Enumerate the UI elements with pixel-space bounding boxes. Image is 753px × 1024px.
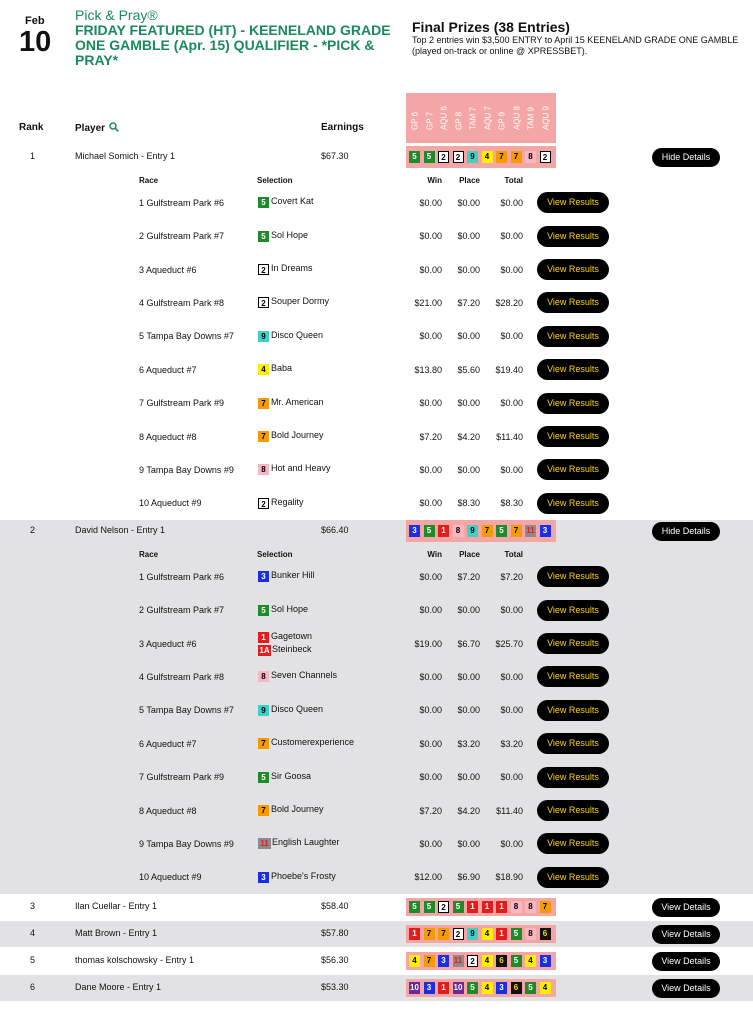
selection-horse: Bold Journey (271, 804, 324, 814)
detail-win: $7.20 (419, 431, 442, 442)
detail-total: $0.00 (500, 464, 523, 475)
selection-horse: Customerexperience (271, 737, 355, 748)
detail-total: $0.00 (500, 398, 523, 409)
detail-selection-header: Selection (257, 176, 293, 185)
earnings-value: $53.30 (321, 982, 349, 992)
detail-win: $0.00 (419, 331, 442, 342)
rank-value: 5 (30, 955, 36, 965)
detail-total: $0.00 (500, 197, 523, 208)
pick-chip: 3 (540, 955, 551, 967)
selection-horse: Covert Kat (271, 196, 314, 207)
player-name[interactable]: Dane Moore - Entry 1 (75, 982, 162, 992)
event-title: FRIDAY FEATURED (HT) - KEENELAND GRADE ONE GAMBLE (Apr. 15) QUALIFIER - *PICK & PRAY* (75, 22, 391, 68)
pick-chip: 7 (482, 525, 493, 537)
pick-chip: 5 (453, 901, 464, 913)
rank-value: 1 (30, 151, 36, 161)
player-block (0, 520, 753, 894)
prizes-description: Top 2 entries win $3,500 ENTRY to April 15 KEENELAND GRADE ONE GAMBLE (played on-track or online @ XPRESSBET). (412, 35, 739, 56)
selection-horse: Disco Queen (271, 703, 324, 714)
view-results-button[interactable]: View Results (537, 800, 609, 821)
race-header-label: TAM 7 (468, 107, 478, 130)
pick-chip: 9 (467, 525, 478, 537)
detail-race: 7 Gulfstream Park #9 (139, 398, 225, 409)
pick-chip: 2 (438, 151, 449, 163)
race-header-label: GP 8 (454, 111, 463, 130)
detail-place: $0.00 (457, 197, 480, 208)
picks-strip (406, 979, 556, 997)
detail-place: $0.00 (457, 231, 480, 242)
selection-number: 9 (258, 331, 269, 342)
pick-chip: 4 (482, 982, 493, 994)
detail-win: $0.00 (419, 197, 442, 208)
detail-win: $0.00 (419, 705, 442, 716)
detail-total: $0.00 (500, 231, 523, 242)
view-results-button[interactable]: View Results (537, 733, 609, 754)
date-day: 10 (19, 26, 52, 58)
detail-win: $12.00 (414, 872, 442, 883)
selection-number: 9 (258, 705, 269, 716)
detail-race: 10 Aqueduct #9 (139, 498, 202, 509)
view-results-button[interactable]: View Results (537, 459, 609, 480)
detail-win: $0.00 (419, 231, 442, 242)
race-header-1 (408, 95, 422, 139)
pick-chip: 5 (496, 525, 507, 537)
pick-chip: 4 (525, 955, 536, 967)
pick-chip: 3 (409, 525, 420, 537)
detail-win: $0.00 (419, 772, 442, 783)
view-results-button[interactable]: View Results (537, 767, 609, 788)
selection-number: 11 (258, 838, 271, 849)
detail-win: $0.00 (419, 838, 442, 849)
detail-win: $0.00 (419, 671, 442, 682)
race-header-label: AQU 6 (439, 105, 449, 130)
detail-race: 8 Aqueduct #8 (139, 431, 197, 442)
detail-total-header: Total (504, 550, 523, 559)
pick-chip: 5 (409, 151, 420, 163)
selection-number: 7 (258, 738, 269, 749)
selection-number: 3 (258, 571, 269, 582)
detail-place: $0.00 (457, 264, 480, 275)
detail-selection-header: Selection (257, 550, 293, 559)
detail-place: $0.00 (457, 464, 480, 475)
view-results-button[interactable]: View Results (537, 700, 609, 721)
pick-chip: 5 (424, 525, 435, 537)
detail-place: $8.30 (457, 498, 480, 509)
view-results-button[interactable]: View Results (537, 226, 609, 247)
picks-strip (406, 898, 556, 916)
selection-number: 2 (258, 264, 269, 275)
detail-total: $3.20 (500, 738, 523, 749)
hide-details-button[interactable]: Hide Details (652, 522, 720, 541)
pick-chip: 3 (540, 525, 551, 537)
selection-horse: Hot and Heavy (271, 463, 331, 474)
rank-value: 2 (30, 525, 36, 535)
view-results-button[interactable]: View Results (537, 393, 609, 414)
pick-chip: 2 (453, 928, 464, 940)
earnings-value: $57.80 (321, 928, 349, 938)
pick-chip: 1 (438, 525, 449, 537)
selection-number: 3 (258, 872, 269, 883)
detail-place: $6.90 (457, 872, 480, 883)
detail-place: $0.00 (457, 605, 480, 616)
picks-strip (406, 146, 556, 168)
detail-total: $11.40 (496, 805, 523, 816)
pick-chip: 11 (526, 526, 535, 535)
earnings-value: $66.40 (321, 525, 349, 535)
pick-chip: 4 (540, 982, 551, 994)
selection-horse: Bunker Hill (271, 570, 315, 581)
hide-details-button[interactable]: Hide Details (652, 148, 720, 167)
pick-chip: 10 (410, 983, 419, 992)
selection-number: 1 (258, 632, 269, 643)
detail-win-header: Win (427, 550, 442, 559)
pick-chip: 1 (482, 901, 493, 913)
detail-total: $0.00 (500, 772, 523, 783)
race-header-10 (539, 95, 553, 139)
race-header-label: GP 9 (497, 111, 507, 130)
pick-chip: 2 (540, 151, 551, 163)
detail-race: 5 Tampa Bay Downs #7 (139, 705, 234, 716)
detail-place: $0.00 (457, 331, 480, 342)
view-results-button[interactable]: View Results (537, 493, 609, 514)
detail-race: 9 Tampa Bay Downs #9 (139, 838, 234, 849)
pick-chip: 8 (525, 928, 536, 940)
detail-win: $0.00 (419, 571, 442, 582)
detail-race: 6 Aqueduct #7 (139, 738, 197, 749)
detail-total: $7.20 (500, 571, 523, 582)
pick-chip: 7 (496, 151, 507, 163)
brand-name: Pick & Pray® (75, 7, 158, 23)
detail-place: $0.00 (457, 398, 480, 409)
detail-win: $13.80 (414, 364, 442, 375)
detail-race: 3 Aqueduct #6 (139, 264, 197, 275)
earnings-header: Earnings (321, 122, 364, 133)
detail-race: 3 Aqueduct #6 (139, 638, 197, 649)
selection-horse: Disco Queen (271, 329, 324, 340)
view-results-button[interactable]: View Results (537, 359, 609, 380)
view-details-button[interactable]: View Details (652, 925, 720, 944)
detail-place: $0.00 (457, 705, 480, 716)
player-name[interactable]: Matt Brown - Entry 1 (75, 928, 158, 938)
detail-total: $28.20 (495, 297, 523, 308)
pick-chip: 7 (424, 928, 435, 940)
pick-chip: 6 (496, 955, 507, 967)
detail-race: 6 Aqueduct #7 (139, 364, 197, 375)
view-results-button[interactable]: View Results (537, 426, 609, 447)
rank-value: 6 (30, 982, 36, 992)
detail-place: $6.70 (457, 638, 480, 649)
view-results-button[interactable]: View Results (537, 633, 609, 654)
detail-place: $4.20 (457, 805, 480, 816)
detail-race-header: Race (139, 550, 159, 559)
detail-win: $0.00 (419, 605, 442, 616)
pick-chip: 2 (467, 955, 478, 967)
race-header-label: GP 7 (425, 111, 434, 130)
pick-chip: 8 (525, 151, 536, 163)
player-name[interactable]: David Nelson - Entry 1 (75, 525, 166, 535)
detail-win: $21.00 (414, 297, 442, 308)
race-header-5 (466, 95, 480, 139)
selection-number: 5 (258, 197, 269, 208)
view-details-button[interactable]: View Details (652, 898, 720, 917)
pick-chip: 2 (438, 901, 449, 913)
detail-place-header: Place (459, 176, 480, 185)
pick-chip: 6 (540, 928, 551, 940)
detail-race-header: Race (139, 176, 159, 185)
rank-value: 4 (30, 928, 36, 938)
detail-race: 1 Gulfstream Park #6 (139, 197, 225, 208)
picks-strip (406, 520, 556, 542)
pick-chip: 3 (424, 982, 435, 994)
detail-race: 2 Gulfstream Park #7 (139, 605, 225, 616)
selection-number: 4 (258, 364, 269, 375)
date-month: Feb (25, 15, 45, 27)
detail-total: $0.00 (500, 264, 523, 275)
detail-win-header: Win (427, 176, 442, 185)
selection-horse: Sol Hope (271, 603, 309, 614)
race-header-7 (495, 95, 509, 139)
selection-horse: Regality (271, 496, 304, 507)
view-results-button[interactable]: View Results (537, 192, 609, 213)
pick-chip: 5 (467, 982, 478, 994)
pick-chip: 4 (482, 955, 493, 967)
selection-number: 7 (258, 431, 269, 442)
pick-chip: 9 (467, 928, 478, 940)
pick-chip: 7 (511, 525, 522, 537)
pick-chip: 8 (525, 901, 536, 913)
pick-chip: 7 (424, 955, 435, 967)
detail-place: $5.60 (457, 364, 480, 375)
view-results-button[interactable]: View Results (537, 292, 609, 313)
pick-chip: 9 (467, 151, 478, 163)
detail-total: $0.00 (500, 331, 523, 342)
race-header-9 (524, 95, 538, 139)
detail-place: $0.00 (457, 838, 480, 849)
race-header-label: GP 6 (410, 111, 420, 130)
earnings-value: $58.40 (321, 901, 349, 911)
race-header-2 (423, 95, 437, 139)
detail-race: 1 Gulfstream Park #6 (139, 571, 225, 582)
race-header-8 (510, 95, 524, 139)
detail-total: $0.00 (500, 605, 523, 616)
detail-total: $18.90 (495, 872, 523, 883)
player-header[interactable] (75, 122, 119, 134)
detail-place: $0.00 (457, 671, 480, 682)
view-results-button[interactable]: View Results (537, 259, 609, 280)
detail-place: $7.20 (457, 571, 480, 582)
pick-chip: 3 (496, 982, 507, 994)
race-header-label: TAM 9 (526, 107, 536, 130)
detail-total: $11.40 (496, 431, 523, 442)
race-header-4 (452, 95, 466, 139)
detail-race: 5 Tampa Bay Downs #7 (139, 331, 234, 342)
selection-number: 1A (259, 645, 270, 655)
view-results-button[interactable]: View Results (537, 833, 609, 854)
prizes-title: Final Prizes (38 Entries) (412, 19, 570, 35)
selection-horse: In Dreams (271, 263, 313, 273)
detail-place: $0.00 (457, 772, 480, 783)
selection-horse: Phoebe's Frosty (271, 870, 336, 881)
view-results-button[interactable]: View Results (537, 566, 609, 587)
detail-place: $4.20 (457, 431, 480, 442)
selection-number: 2 (258, 498, 269, 509)
pick-chip: 5 (424, 151, 435, 163)
detail-win: $0.00 (419, 398, 442, 409)
detail-race: 8 Aqueduct #8 (139, 805, 197, 816)
pick-chip: 1 (496, 928, 507, 940)
detail-total: $8.30 (500, 498, 523, 509)
selection-number: 5 (258, 772, 269, 783)
player-name[interactable]: thomas kolschowsky - Entry 1 (75, 955, 195, 965)
rank-header: Rank (19, 122, 44, 133)
selection-horse: Sir Goosa (271, 770, 312, 781)
detail-win: $0.00 (419, 264, 442, 275)
race-header-label: AQU 7 (483, 105, 492, 130)
pick-chip: 5 (525, 982, 536, 994)
detail-win: $0.00 (419, 498, 442, 509)
pick-chip: 5 (409, 901, 420, 913)
pick-chip: 1 (438, 982, 449, 994)
pick-chip: 1 (409, 928, 420, 940)
race-header-3 (437, 95, 451, 139)
detail-win: $0.00 (419, 738, 442, 749)
selection-horse: Sol Hope (271, 229, 309, 240)
pick-chip: 2 (453, 151, 464, 163)
earnings-value: $67.30 (321, 151, 349, 161)
selection-horse: Gagetown (271, 630, 313, 641)
detail-total-header: Total (504, 176, 523, 185)
selection-horse: Mr. American (271, 396, 324, 407)
player-header-label: Player (75, 123, 106, 134)
selection-number: 7 (258, 805, 269, 816)
pick-chip: 8 (511, 901, 522, 913)
detail-race: 9 Tampa Bay Downs #9 (139, 464, 234, 475)
detail-total: $19.40 (495, 364, 523, 375)
rank-value: 3 (30, 901, 36, 911)
selection-number: 5 (258, 605, 269, 616)
pick-chip: 4 (409, 955, 420, 967)
selection-horse: English Laughter (272, 837, 340, 848)
pick-chip: 5 (511, 928, 522, 940)
pick-chip: 7 (540, 901, 551, 913)
pick-chip: 5 (424, 901, 435, 913)
detail-total: $25.70 (495, 638, 523, 649)
selection-number: 5 (258, 231, 269, 242)
selection-horse: Steinbeck (272, 643, 312, 654)
pick-chip: 6 (511, 982, 522, 994)
player-block (0, 146, 753, 520)
selection-horse: Seven Channels (271, 670, 338, 681)
view-results-button[interactable]: View Results (537, 326, 609, 347)
view-results-button[interactable]: View Results (537, 666, 609, 687)
view-details-button[interactable]: View Details (652, 952, 720, 971)
pick-chip: 1 (467, 901, 478, 913)
race-header-label: AQU 9 (541, 105, 550, 130)
pick-chip: 7 (438, 928, 449, 940)
detail-race: 2 Gulfstream Park #7 (139, 231, 225, 242)
search-icon[interactable] (109, 122, 119, 132)
race-header-label: AQU 8 (512, 105, 521, 130)
selection-horse: Souper Dormy (271, 296, 330, 307)
player-name[interactable]: Ilan Cuellar - Entry 1 (75, 901, 158, 911)
detail-race: 4 Gulfstream Park #8 (139, 671, 225, 682)
selection-horse: Baba (271, 363, 293, 374)
race-header-6 (481, 95, 495, 139)
pick-chip: 3 (438, 955, 449, 967)
pick-chip: 10 (453, 983, 463, 992)
view-results-button[interactable]: View Results (537, 867, 609, 888)
picks-strip (406, 952, 556, 970)
detail-win: $0.00 (419, 464, 442, 475)
detail-total: $0.00 (500, 838, 523, 849)
detail-place: $3.20 (457, 738, 480, 749)
detail-place: $7.20 (457, 297, 480, 308)
pick-chip: 8 (453, 525, 464, 537)
selection-number: 7 (258, 398, 269, 409)
earnings-value: $56.30 (321, 955, 349, 965)
view-results-button[interactable]: View Results (537, 600, 609, 621)
pick-chip: 1 (496, 901, 507, 913)
selection-number: 8 (258, 671, 269, 682)
detail-place-header: Place (459, 550, 480, 559)
pick-chip: 4 (482, 151, 493, 163)
selection-number: 8 (258, 464, 269, 475)
selection-number: 2 (258, 297, 269, 308)
detail-win: $7.20 (419, 805, 442, 816)
player-name[interactable]: Michael Somich - Entry 1 (75, 151, 176, 161)
race-header-strip (406, 93, 556, 143)
detail-race: 4 Gulfstream Park #8 (139, 297, 225, 308)
detail-total: $0.00 (500, 705, 523, 716)
pick-chip: 7 (511, 151, 522, 163)
picks-strip (406, 925, 556, 943)
detail-race: 7 Gulfstream Park #9 (139, 772, 225, 783)
selection-horse: Bold Journey (271, 430, 324, 440)
detail-total: $0.00 (500, 671, 523, 682)
pick-chip: 11 (453, 956, 463, 965)
detail-race: 10 Aqueduct #9 (139, 872, 202, 883)
detail-win: $19.00 (414, 638, 442, 649)
pick-chip: 5 (511, 955, 522, 967)
view-details-button[interactable]: View Details (652, 979, 720, 998)
pick-chip: 4 (482, 928, 493, 940)
